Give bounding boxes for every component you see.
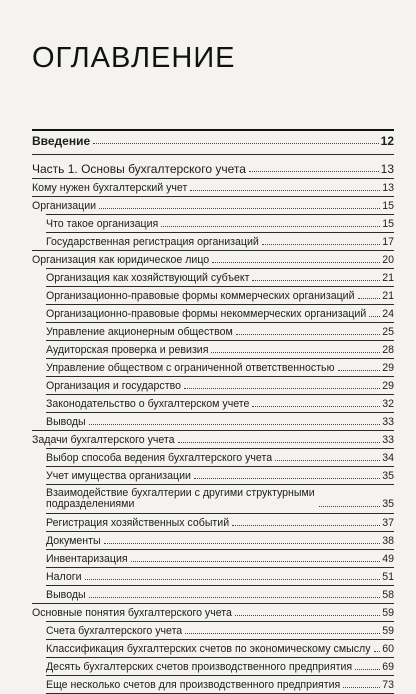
toc-entry[interactable] <box>46 641 394 655</box>
dot-leader <box>104 543 381 544</box>
toc-entry-page: 20 <box>382 254 394 266</box>
divider <box>46 484 394 485</box>
toc-entry-label: Государственная регистрация организаций <box>46 236 259 248</box>
toc-entry-page: 38 <box>382 535 394 547</box>
divider <box>32 196 394 197</box>
toc-entry[interactable] <box>46 360 394 374</box>
divider <box>32 154 394 155</box>
toc-entry-label: Документы <box>46 535 101 547</box>
dot-leader <box>232 525 380 526</box>
dot-leader <box>85 579 381 580</box>
divider <box>46 585 394 586</box>
toc-entry-page: 37 <box>382 517 394 529</box>
toc-entry-label: Введение <box>32 134 91 148</box>
toc-entry-label: Регистрация хозяйственных событий <box>46 517 230 529</box>
divider <box>46 358 394 359</box>
dot-leader <box>212 262 380 263</box>
dot-leader <box>178 442 381 443</box>
toc-entry-label: Аудиторская проверка и ревизия <box>46 344 209 356</box>
toc-entry-label: Организации <box>32 200 97 212</box>
toc-entry[interactable] <box>46 234 394 248</box>
toc-entry[interactable] <box>46 569 394 583</box>
divider <box>46 322 394 323</box>
toc-entry[interactable] <box>46 288 394 302</box>
toc-entry-page: 73 <box>382 679 394 691</box>
toc-entry-label: Законодательство о бухгалтерском учете <box>46 398 250 410</box>
toc-entry-label: Управление акционерным обществом <box>46 326 233 338</box>
toc-entry-label: Взаимодействие бухгалтерии с другими структурными подразделениями <box>46 487 315 510</box>
toc-entry-page: 33 <box>382 416 394 428</box>
toc-entry-introduction[interactable] <box>32 133 394 147</box>
dot-leader <box>262 244 380 245</box>
toc-entry[interactable] <box>32 198 394 212</box>
toc-entry[interactable] <box>46 378 394 392</box>
toc-entry[interactable] <box>46 623 394 637</box>
divider <box>46 675 394 676</box>
divider <box>46 268 394 269</box>
divider <box>32 129 394 131</box>
toc-entry[interactable] <box>32 252 394 266</box>
toc-entry-page: 21 <box>382 272 394 284</box>
divider <box>46 513 394 514</box>
page-title: ОГЛАВЛЕНИЕ <box>32 42 236 74</box>
toc-entry[interactable] <box>46 342 394 356</box>
toc-entry[interactable] <box>46 486 394 510</box>
divider <box>32 603 394 604</box>
divider <box>32 430 394 431</box>
toc-entry-label: Классификация бухгалтерских счетов по экономическому смыслу <box>46 643 371 655</box>
toc-entry-page: 51 <box>382 571 394 583</box>
toc-entry-label: Часть 1. Основы бухгалтерского учета <box>32 162 246 176</box>
divider <box>46 340 394 341</box>
divider <box>46 621 394 622</box>
toc-entry-label: Что такое организация <box>46 218 159 230</box>
toc-entry-page: 60 <box>382 643 394 655</box>
toc-entry-page: 29 <box>382 380 394 392</box>
toc-entry-page: 13 <box>380 162 394 176</box>
dot-leader <box>236 334 380 335</box>
divider <box>32 250 394 251</box>
dot-leader <box>93 143 378 144</box>
toc-entry-page: 35 <box>382 470 394 482</box>
divider <box>46 304 394 305</box>
toc-entry[interactable] <box>46 587 394 601</box>
toc-entry-page: 21 <box>382 290 394 302</box>
dot-leader <box>161 226 380 227</box>
toc-entry[interactable] <box>46 216 394 230</box>
dot-leader <box>89 597 381 598</box>
toc-entry[interactable] <box>46 396 394 410</box>
toc-entry-label: Кому нужен бухгалтерский учет <box>32 182 188 194</box>
toc-entry-label: Выводы <box>46 589 86 601</box>
dot-leader <box>99 208 380 209</box>
dot-leader <box>319 506 380 507</box>
toc-entry[interactable] <box>46 659 394 673</box>
toc-entry-page: 17 <box>382 236 394 248</box>
divider <box>46 549 394 550</box>
toc-entry[interactable] <box>32 180 394 194</box>
toc-entry[interactable] <box>46 533 394 547</box>
toc-entry[interactable] <box>46 468 394 482</box>
dot-leader <box>185 633 380 634</box>
dot-leader <box>184 388 380 389</box>
toc-entry-page: 25 <box>382 326 394 338</box>
dot-leader <box>252 406 380 407</box>
divider <box>46 448 394 449</box>
toc-entry-label: Десять бухгалтерских счетов производственного предприятия <box>46 661 353 673</box>
toc-entry-label: Счета бухгалтерского учета <box>46 625 183 637</box>
toc-entry-page: 15 <box>382 218 394 230</box>
divider <box>46 466 394 467</box>
divider <box>46 531 394 532</box>
toc-entry-page: 59 <box>382 607 394 619</box>
toc-entry-label: Задачи бухгалтерского учета <box>32 434 175 446</box>
dot-leader <box>374 651 381 652</box>
toc-entry-page: 35 <box>382 498 394 510</box>
toc-entry-label: Организационно-правовые формы некоммерческих организаций <box>46 308 367 320</box>
toc-entry-page: 24 <box>382 308 394 320</box>
toc-entry[interactable] <box>46 414 394 428</box>
dot-leader <box>131 561 381 562</box>
toc-entry-label: Организация как юридическое лицо <box>32 254 210 266</box>
dot-leader <box>249 171 379 172</box>
toc-entry-page: 33 <box>382 434 394 446</box>
divider <box>46 639 394 640</box>
toc-entry[interactable] <box>46 270 394 284</box>
divider <box>46 232 394 233</box>
toc-entry-page: 15 <box>382 200 394 212</box>
toc-entry-label: Организационно-правовые формы коммерческих организаций <box>46 290 355 302</box>
dot-leader <box>358 298 381 299</box>
toc-entry[interactable] <box>46 450 394 464</box>
toc-entry-label: Учет имущества организации <box>46 470 191 482</box>
toc-entry-page: 34 <box>382 452 394 464</box>
divider <box>46 412 394 413</box>
divider <box>46 394 394 395</box>
dot-leader <box>89 424 381 425</box>
toc-entry-page: 58 <box>382 589 394 601</box>
toc-entry-label: Инвентаризация <box>46 553 128 565</box>
divider <box>46 286 394 287</box>
toc-entry-page: 32 <box>382 398 394 410</box>
toc-entry-page: 49 <box>382 553 394 565</box>
toc-entry-label: Налоги <box>46 571 82 583</box>
dot-leader <box>369 316 380 317</box>
toc-entry-page: 28 <box>382 344 394 356</box>
toc-entry-label: Управление обществом с ограниченной ответственностью <box>46 362 335 374</box>
toc-entry-part-1[interactable] <box>32 161 394 175</box>
toc-entry[interactable] <box>46 306 394 320</box>
dot-leader <box>190 190 380 191</box>
toc-entry-page: 12 <box>380 134 394 148</box>
toc-entry[interactable] <box>46 677 394 691</box>
toc-entry-label: Организация как хозяйствующий субъект <box>46 272 250 284</box>
dot-leader <box>211 352 380 353</box>
toc-entry-page: 59 <box>382 625 394 637</box>
toc-entry-label: Выбор способа ведения бухгалтерского учета <box>46 452 273 464</box>
dot-leader <box>338 370 381 371</box>
toc-entry[interactable] <box>46 324 394 338</box>
divider <box>46 376 394 377</box>
divider <box>32 178 394 179</box>
dot-leader <box>194 478 380 479</box>
toc-entry-page: 13 <box>382 182 394 194</box>
dot-leader <box>275 460 380 461</box>
dot-leader <box>252 280 380 281</box>
dot-leader <box>355 669 380 670</box>
toc-entry[interactable] <box>32 605 394 619</box>
toc-entry[interactable] <box>32 432 394 446</box>
toc-entry-label: Выводы <box>46 416 86 428</box>
divider <box>46 214 394 215</box>
toc-entry-label: Еще несколько счетов для производственного предприятия <box>46 679 341 691</box>
dot-leader <box>235 615 380 616</box>
toc-entry-label: Основные понятия бухгалтерского учета <box>32 607 232 619</box>
divider <box>46 657 394 658</box>
toc-entry-page: 29 <box>382 362 394 374</box>
toc-entry[interactable] <box>46 551 394 565</box>
bleed-through-header <box>0 6 416 24</box>
toc-entry[interactable] <box>46 515 394 529</box>
toc-entry-label: Организация и государство <box>46 380 181 392</box>
toc-entry-page: 69 <box>382 661 394 673</box>
dot-leader <box>343 687 380 688</box>
divider <box>46 567 394 568</box>
